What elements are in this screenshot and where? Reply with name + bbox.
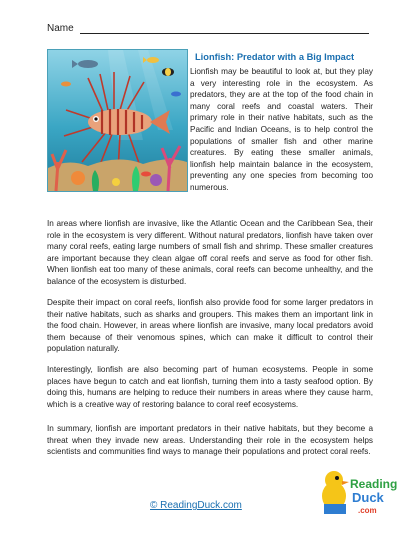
name-line[interactable]	[80, 21, 369, 34]
name-field-row	[47, 18, 369, 34]
article-title: Lionfish: Predator with a Big Impact	[195, 52, 355, 62]
article-intro	[47, 49, 373, 207]
logo-text-com: .com	[358, 506, 377, 515]
name-label: Name	[47, 23, 74, 34]
logo-text-duck: Duck	[352, 490, 384, 505]
logo-text-reading: Reading	[350, 477, 398, 491]
paragraph-4: Interestingly, lionfish are also becoming part of human ecosystems. People in some places have begun to catch and eat lionfish, turning them into a tasty seafood option. By doing this, humans are helping to reduce their numbers in areas where they cause harm, which is a creative way of restoring balance to coral reef ecosystems.	[47, 365, 373, 409]
paragraph-2: In areas where lionfish are invasive, like the Atlantic Ocean and the Caribbean Sea, their role in the ecosystem is very different. Without natural predators, lionfish have taken over many coral reefs, eating large numbers of small fish and shrimp. These smaller creatures are important because they clean algae off coral reefs and serve as food for other fish. When lionfish eat too many of these animals, coral reefs can become unhealthy, and the balance of the ecosystem is disturbed.	[47, 219, 373, 286]
readingduck-link[interactable]: © ReadingDuck.com	[150, 500, 242, 511]
paragraph-5: In summary, lionfish are important predators in their native habitats, but they become a threat when they invade new areas. Understanding their role in the ecosystem helps scientists and communities find ways to manage their populations and protect coral reefs.	[47, 424, 373, 457]
readingduck-logo	[316, 466, 398, 521]
paragraph-1: Lionfish may be beautiful to look at, but they play a very interesting role in the ecosystem. As predators, they are at the top of the food chain in many coral reefs and coastal waters. Their primary role in their native habitats, such as the Pacific and Indian Oceans, is to help control the populations of smaller fish and other marine creatures. By eating these smaller animals, lionfish help maintain balance in the ecosystem, preventing any one species from becoming too numerous.	[190, 67, 373, 192]
paragraph-3: Despite their impact on coral reefs, lionfish also provide food for some larger predators in their native habitats, such as sharks and groupers. This makes them an important link in the food chain. However, in areas where lionfish are invasive, many local predators avoid them because of their venomous spines, which can make it difficult to control their population naturally.	[47, 298, 373, 354]
